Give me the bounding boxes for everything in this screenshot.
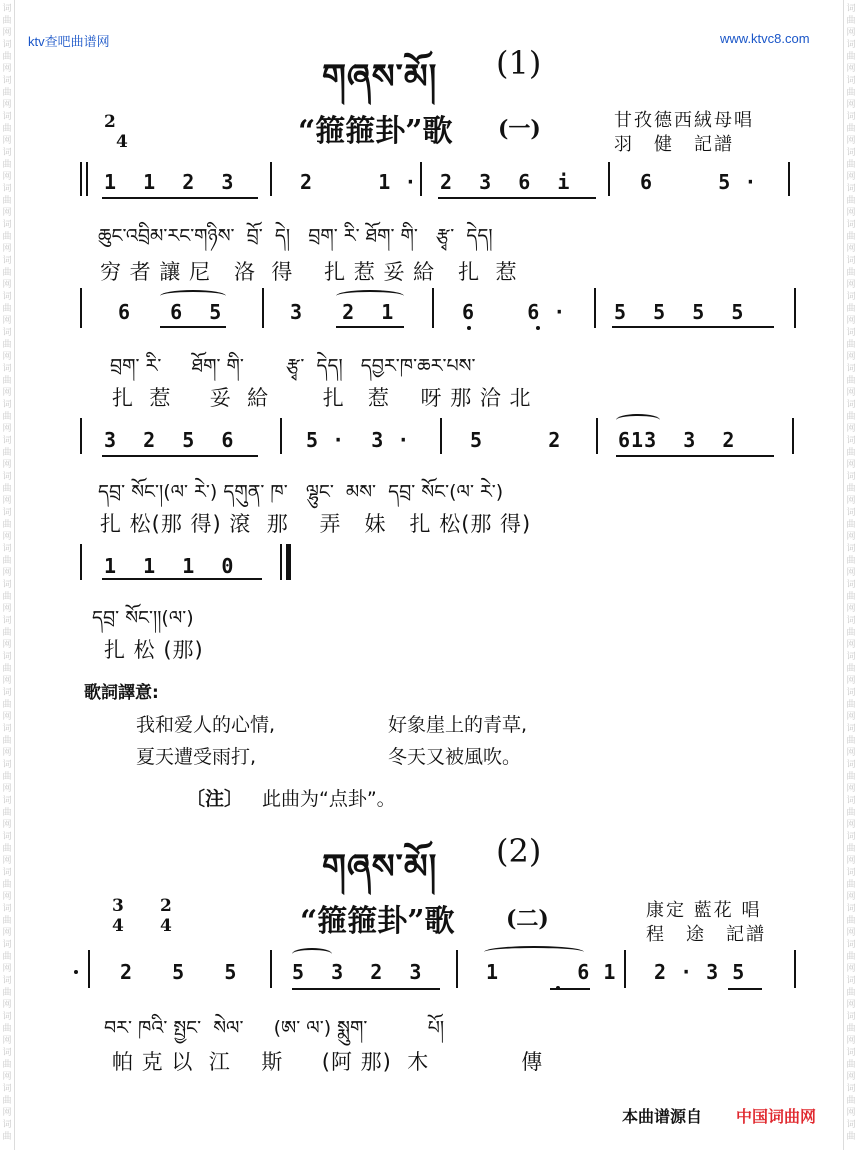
song2-number: (2) (496, 832, 542, 870)
watermark-mark: 词 (846, 832, 856, 842)
watermark-mark: 词 (2, 328, 12, 338)
watermark-mark: 曲 (846, 448, 856, 458)
song1-measure: 2 1 · (300, 170, 418, 194)
watermark-mark: 网 (2, 712, 12, 722)
watermark-mark: 曲 (2, 592, 12, 602)
underline (336, 326, 404, 328)
watermark-mark: 曲 (846, 1096, 856, 1106)
watermark-mark: 词 (2, 472, 12, 482)
watermark-mark: 网 (2, 640, 12, 650)
song1-measure: 5 5 5 5 (614, 300, 745, 324)
footer-source-label: 本曲谱源自 (622, 1107, 703, 1126)
watermark-mark: 词 (846, 904, 856, 914)
watermark-mark: 曲 (846, 304, 856, 314)
time-sig-numerator: 3 (112, 896, 124, 916)
watermark-mark: 网 (2, 964, 12, 974)
song2-measure: 1 6 1 (486, 960, 617, 984)
watermark-mark: 词 (846, 724, 856, 734)
watermark-mark: 词 (846, 616, 856, 626)
song1-title-suffix: (一) (498, 116, 541, 142)
watermark-mark: 曲 (2, 1024, 12, 1034)
watermark-mark: 网 (846, 136, 856, 146)
watermark-mark: 词 (846, 940, 856, 950)
watermark-mark: 曲 (846, 844, 856, 854)
watermark-mark: 网 (846, 424, 856, 434)
song2-measure: 2 5 5 (120, 960, 238, 984)
watermark-mark: 曲 (2, 52, 12, 62)
barline (262, 288, 264, 328)
song1-measure: 6 6 5 (118, 300, 223, 324)
watermark-mark: 网 (846, 928, 856, 938)
watermark-mark: 词 (846, 1120, 856, 1130)
watermark-mark: 网 (2, 64, 12, 74)
low-octave-dot (467, 326, 471, 330)
watermark-mark: 词 (2, 760, 12, 770)
barline (440, 418, 442, 454)
watermark-mark: 词 (846, 292, 856, 302)
watermark-mark: 曲 (846, 88, 856, 98)
watermark-mark: 网 (2, 352, 12, 362)
watermark-mark: 网 (2, 820, 12, 830)
watermark-mark: 曲 (846, 196, 856, 206)
watermark-mark: 曲 (2, 952, 12, 962)
underline (102, 197, 258, 199)
final-barline (286, 544, 291, 580)
watermark-mark: 词 (2, 148, 12, 158)
watermark-mark: 网 (846, 748, 856, 758)
song1-measure: 6 5 · (640, 170, 758, 194)
watermark-mark: 词 (2, 724, 12, 734)
watermark-mark: 曲 (846, 988, 856, 998)
watermark-mark: 网 (2, 208, 12, 218)
watermark-mark: 曲 (846, 1060, 856, 1070)
watermark-mark: 词 (846, 436, 856, 446)
watermark-mark: 曲 (2, 916, 12, 926)
watermark-mark: 曲 (2, 88, 12, 98)
underline (102, 578, 262, 580)
watermark-mark: 词 (2, 508, 12, 518)
watermark-mark: 曲 (2, 340, 12, 350)
watermark-mark: 曲 (846, 1132, 856, 1142)
watermark-mark: 网 (846, 352, 856, 362)
watermark-mark: 词 (846, 112, 856, 122)
watermark-mark: 词 (846, 148, 856, 158)
barline (88, 950, 90, 988)
watermark-mark: 网 (846, 280, 856, 290)
watermark-mark: 曲 (2, 160, 12, 170)
slur (484, 946, 584, 958)
watermark-mark: 网 (846, 964, 856, 974)
song1-time-signature (104, 112, 128, 152)
watermark-mark: 词 (2, 868, 12, 878)
watermark-mark: 词 (846, 688, 856, 698)
watermark-mark: 网 (846, 820, 856, 830)
barline (432, 288, 434, 328)
watermark-mark: 词 (2, 40, 12, 50)
song1-title: “箍箍卦”歌 (298, 114, 453, 149)
barline (794, 288, 796, 328)
watermark-mark: 曲 (846, 52, 856, 62)
barline (80, 162, 82, 196)
slur (292, 948, 332, 960)
song2-transcriber-credit: 程 途 記譜 (646, 924, 766, 945)
underline (616, 455, 774, 457)
underline (160, 326, 226, 328)
watermark-mark: 曲 (846, 880, 856, 890)
song1-chinese-lyric: 扎 惹 妥 給 扎 惹 呀 那 洽 北 (112, 386, 532, 410)
watermark-mark: 曲 (2, 628, 12, 638)
watermark-mark: 网 (2, 1036, 12, 1046)
watermark-mark: 曲 (2, 232, 12, 242)
watermark-mark: 曲 (2, 196, 12, 206)
song1-measure: 3 2 1 (290, 300, 395, 324)
watermark-mark: 曲 (846, 700, 856, 710)
watermark-mark: 网 (846, 856, 856, 866)
song2-time-signature-a (112, 896, 124, 936)
watermark-mark: 曲 (2, 556, 12, 566)
song1-transcriber-credit: 羽 健 記譜 (614, 134, 734, 155)
underline (102, 455, 258, 457)
song1-measure: 2 3 6 i (440, 170, 571, 194)
underline (550, 988, 590, 990)
watermark-mark: 网 (846, 100, 856, 110)
watermark-mark: 网 (846, 1108, 856, 1118)
watermark-mark: 网 (846, 604, 856, 614)
song1-tibetan-lyric: དབྲ་ སོང་།(ལ་ རེ་) དགུན་ ཁ་ ལྷུང་ མས་ དབྲ་ སོང་(ལ་ རེ་) (98, 481, 504, 503)
watermark-mark: 网 (846, 568, 856, 578)
watermark-mark: 曲 (846, 268, 856, 278)
header-site-link-right[interactable]: www.ktvc8.com (720, 31, 810, 46)
watermark-mark: 网 (846, 208, 856, 218)
barline (596, 418, 598, 454)
watermark-mark: 网 (2, 748, 12, 758)
watermark-mark: 曲 (846, 160, 856, 170)
time-sig-denominator: 4 (160, 916, 172, 936)
watermark-mark: 网 (2, 136, 12, 146)
barline (420, 162, 422, 196)
song1-chinese-lyric: 穷 者 讓 尼 洛 得 扎 惹 妥 給 扎 惹 (100, 260, 518, 284)
watermark-mark: 曲 (846, 664, 856, 674)
watermark-mark: 词 (2, 76, 12, 86)
watermark-mark: 词 (846, 580, 856, 590)
watermark-mark: 词 (2, 580, 12, 590)
watermark-mark: 曲 (2, 880, 12, 890)
watermark-mark: 网 (2, 388, 12, 398)
watermark-mark: 曲 (846, 736, 856, 746)
barline (608, 162, 610, 196)
watermark-mark: 曲 (2, 664, 12, 674)
note-text: 此曲为“点卦”。 (262, 788, 396, 810)
barline (792, 418, 794, 454)
watermark-mark: 网 (2, 280, 12, 290)
watermark-mark: 曲 (2, 520, 12, 530)
watermark-mark: 网 (846, 316, 856, 326)
watermark-mark: 网 (2, 1072, 12, 1082)
watermark-mark: 网 (2, 424, 12, 434)
watermark-mark: 网 (2, 244, 12, 254)
watermark-mark: 曲 (846, 628, 856, 638)
song1-measure: 3 2 5 6 (104, 428, 235, 452)
watermark-mark: 词 (2, 976, 12, 986)
watermark-mark: 词 (2, 1012, 12, 1022)
barline (86, 162, 88, 196)
watermark-mark: 网 (2, 28, 12, 38)
time-sig-denominator: 4 (116, 132, 128, 152)
song1-chinese-lyric: 扎 松 (那) (104, 638, 204, 662)
watermark-mark: 曲 (846, 916, 856, 926)
note-label: 〔注〕 (186, 788, 244, 810)
watermark-mark: 词 (846, 184, 856, 194)
watermark-mark: 曲 (846, 484, 856, 494)
translation-line: 好象崖上的青草, (388, 714, 528, 736)
watermark-mark: 词 (2, 1120, 12, 1130)
watermark-mark: 词 (846, 40, 856, 50)
watermark-mark: 网 (2, 1108, 12, 1118)
watermark-mark: 词 (2, 652, 12, 662)
watermark-mark: 曲 (2, 808, 12, 818)
watermark-mark: 网 (2, 316, 12, 326)
header-site-link-left[interactable]: ktv查吧曲谱网 (28, 34, 110, 49)
barline (624, 950, 626, 988)
barline (80, 418, 82, 454)
watermark-mark: 曲 (846, 952, 856, 962)
watermark-mark: 网 (2, 928, 12, 938)
watermark-mark: 词 (846, 364, 856, 374)
watermark-mark: 曲 (846, 16, 856, 26)
watermark-mark: 曲 (846, 772, 856, 782)
watermark-mark: 词 (2, 112, 12, 122)
watermark-mark: 网 (846, 172, 856, 182)
song2-title: “箍箍卦”歌 (300, 904, 455, 939)
time-sig-denominator: 4 (112, 916, 124, 936)
barline (280, 418, 282, 454)
time-sig-numerator: 2 (160, 896, 172, 916)
song1-measure: 5 2 (470, 428, 562, 452)
watermark-mark: 词 (2, 904, 12, 914)
watermark-mark: 曲 (2, 1132, 12, 1142)
watermark-mark: 曲 (846, 1024, 856, 1034)
lyrics-translation-heading: 歌詞譯意: (84, 683, 159, 703)
watermark-mark: 词 (2, 616, 12, 626)
watermark-mark: 网 (846, 784, 856, 794)
footer-brand-link[interactable]: 中国词曲网 (736, 1107, 817, 1126)
watermark-mark: 曲 (2, 376, 12, 386)
watermark-mark: 词 (846, 76, 856, 86)
song1-tibetan-lyric: ཆུང་འབྲིམ་རང་གཉིས་ བྲོ་ དེ། བྲག་ རི་ ཐོག་ གི་ རྩྭ་ དེད། (98, 225, 493, 247)
watermark-mark: 曲 (2, 304, 12, 314)
watermark-mark: 网 (846, 28, 856, 38)
watermark-mark: 曲 (846, 556, 856, 566)
watermark-mark: 曲 (2, 700, 12, 710)
watermark-mark: 网 (2, 568, 12, 578)
song2-measure: 5 3 2 3 (292, 960, 423, 984)
song1-measure: 6 6 · (462, 300, 567, 324)
watermark-mark: 词 (846, 400, 856, 410)
watermark-mark: 曲 (2, 448, 12, 458)
watermark-mark: 词 (2, 220, 12, 230)
watermark-mark: 词 (846, 868, 856, 878)
watermark-mark: 曲 (2, 988, 12, 998)
watermark-mark: 词 (2, 1084, 12, 1094)
watermark-mark: 词 (2, 184, 12, 194)
song2-chinese-lyric: 帕 克 以 江 斯 (阿 那) 木 傳 (112, 1050, 544, 1074)
watermark-mark: 曲 (2, 1096, 12, 1106)
barline (270, 162, 272, 196)
song2-time-signature-b (160, 896, 172, 936)
song2-tibetan-title: གཞས་མོ། (322, 847, 438, 887)
watermark-mark: 词 (2, 364, 12, 374)
watermark-mark: 网 (2, 604, 12, 614)
barline (80, 288, 82, 328)
watermark-mark: 网 (2, 1000, 12, 1010)
watermark-mark: 词 (2, 4, 12, 14)
watermark-mark: 网 (846, 1000, 856, 1010)
translation-line: 夏天遭受雨打, (136, 746, 257, 768)
barline (280, 544, 282, 580)
time-sig-numerator: 2 (104, 112, 116, 132)
watermark-mark: 曲 (2, 484, 12, 494)
watermark-mark: 词 (846, 544, 856, 554)
watermark-mark: 曲 (2, 268, 12, 278)
watermark-mark: 曲 (846, 232, 856, 242)
watermark-mark: 网 (846, 460, 856, 470)
watermark-mark: 词 (846, 652, 856, 662)
watermark-mark: 曲 (846, 340, 856, 350)
underline (612, 326, 774, 328)
watermark-mark: 词 (2, 544, 12, 554)
watermark-mark: 曲 (846, 808, 856, 818)
watermark-mark: 曲 (846, 376, 856, 386)
watermark-mark: 网 (846, 388, 856, 398)
watermark-mark: 词 (846, 1084, 856, 1094)
underline (438, 197, 596, 199)
watermark-mark: 网 (2, 676, 12, 686)
watermark-mark: 词 (846, 1012, 856, 1022)
watermark-mark: 词 (2, 832, 12, 842)
watermark-mark: 词 (846, 760, 856, 770)
watermark-mark: 词 (846, 976, 856, 986)
watermark-mark: 曲 (2, 412, 12, 422)
watermark-mark: 网 (846, 712, 856, 722)
watermark-mark: 网 (846, 676, 856, 686)
barline (788, 162, 790, 196)
watermark-mark: 词 (846, 256, 856, 266)
watermark-mark: 曲 (846, 412, 856, 422)
song2-singer-credit: 康定 藍花 唱 (646, 900, 762, 921)
song1-measure: 5 · 3 · (306, 428, 411, 452)
watermark-mark: 网 (846, 532, 856, 542)
song1-tibetan-lyric: དབྲ་ སོང་།།(ལ་) (92, 607, 194, 629)
translation-line: 我和爱人的心情, (136, 714, 276, 736)
watermark-mark: 词 (846, 472, 856, 482)
translation-line: 冬天又被風吹。 (388, 746, 522, 768)
song1-chinese-lyric: 扎 松(那 得) 滾 那 弄 妹 扎 松(那 得) (100, 512, 532, 536)
low-octave-dot (536, 326, 540, 330)
watermark-mark: 网 (846, 244, 856, 254)
barline (794, 950, 796, 988)
watermark-mark: 词 (846, 508, 856, 518)
watermark-mark: 网 (2, 784, 12, 794)
watermark-mark: 曲 (2, 736, 12, 746)
watermark-mark: 词 (2, 688, 12, 698)
underline (728, 988, 762, 990)
watermark-mark: 曲 (846, 520, 856, 530)
song1-tibetan-title: གཞས་མོ། (322, 57, 438, 97)
watermark-mark: 网 (846, 1036, 856, 1046)
watermark-mark: 网 (2, 892, 12, 902)
song2-tibetan-lyric: བར་ ཁའི་ སྤྱང་ སེལ་ (ཨ་ ལ་) སྨུག་ པོ། (104, 1017, 445, 1039)
watermark-mark: 词 (2, 796, 12, 806)
watermark-mark: 网 (2, 460, 12, 470)
song1-measure: 1 1 2 3 (104, 170, 235, 194)
watermark-mark: 网 (2, 532, 12, 542)
watermark-mark: 网 (846, 640, 856, 650)
song1-measure: 613 3 2 (618, 428, 736, 452)
watermark-mark: 曲 (846, 592, 856, 602)
watermark-mark: 词 (846, 328, 856, 338)
song1-singer-credit: 甘孜德西絨母唱 (614, 110, 754, 131)
watermark-mark: 曲 (2, 124, 12, 134)
watermark-mark: 网 (846, 892, 856, 902)
watermark-mark: 词 (846, 4, 856, 14)
repeat-dot (74, 970, 78, 974)
watermark-mark: 词 (2, 292, 12, 302)
watermark-mark: 网 (846, 496, 856, 506)
watermark-mark: 词 (846, 796, 856, 806)
watermark-mark: 词 (846, 1048, 856, 1058)
barline (456, 950, 458, 988)
song2-measure: 2 · 3 5 (654, 960, 746, 984)
watermark-mark: 词 (2, 1048, 12, 1058)
underline (292, 988, 440, 990)
barline (80, 544, 82, 580)
watermark-mark: 曲 (2, 16, 12, 26)
song1-measure: 1 1 1 0 (104, 554, 235, 578)
watermark-mark: 网 (2, 496, 12, 506)
barline (270, 950, 272, 988)
watermark-mark: 词 (2, 940, 12, 950)
watermark-mark: 词 (2, 400, 12, 410)
song2-title-suffix: (二) (506, 906, 549, 932)
song1-tibetan-lyric: བྲག་ རི་ ཐོག་ གི་ རྩྭ་ དེད། དབྱར་ཁ་ཆར་པས་ (110, 355, 476, 377)
watermark-mark: 曲 (846, 124, 856, 134)
watermark-mark: 曲 (2, 844, 12, 854)
watermark-mark: 网 (846, 64, 856, 74)
watermark-mark: 词 (2, 256, 12, 266)
watermark-mark: 网 (846, 1072, 856, 1082)
barline (594, 288, 596, 328)
watermark-mark: 曲 (2, 1060, 12, 1070)
watermark-mark: 网 (2, 856, 12, 866)
watermark-mark: 词 (2, 436, 12, 446)
watermark-mark: 网 (2, 172, 12, 182)
watermark-mark: 网 (2, 100, 12, 110)
slur (616, 414, 660, 426)
watermark-mark: 词 (846, 220, 856, 230)
watermark-mark: 曲 (2, 772, 12, 782)
song1-number: (1) (496, 44, 542, 82)
